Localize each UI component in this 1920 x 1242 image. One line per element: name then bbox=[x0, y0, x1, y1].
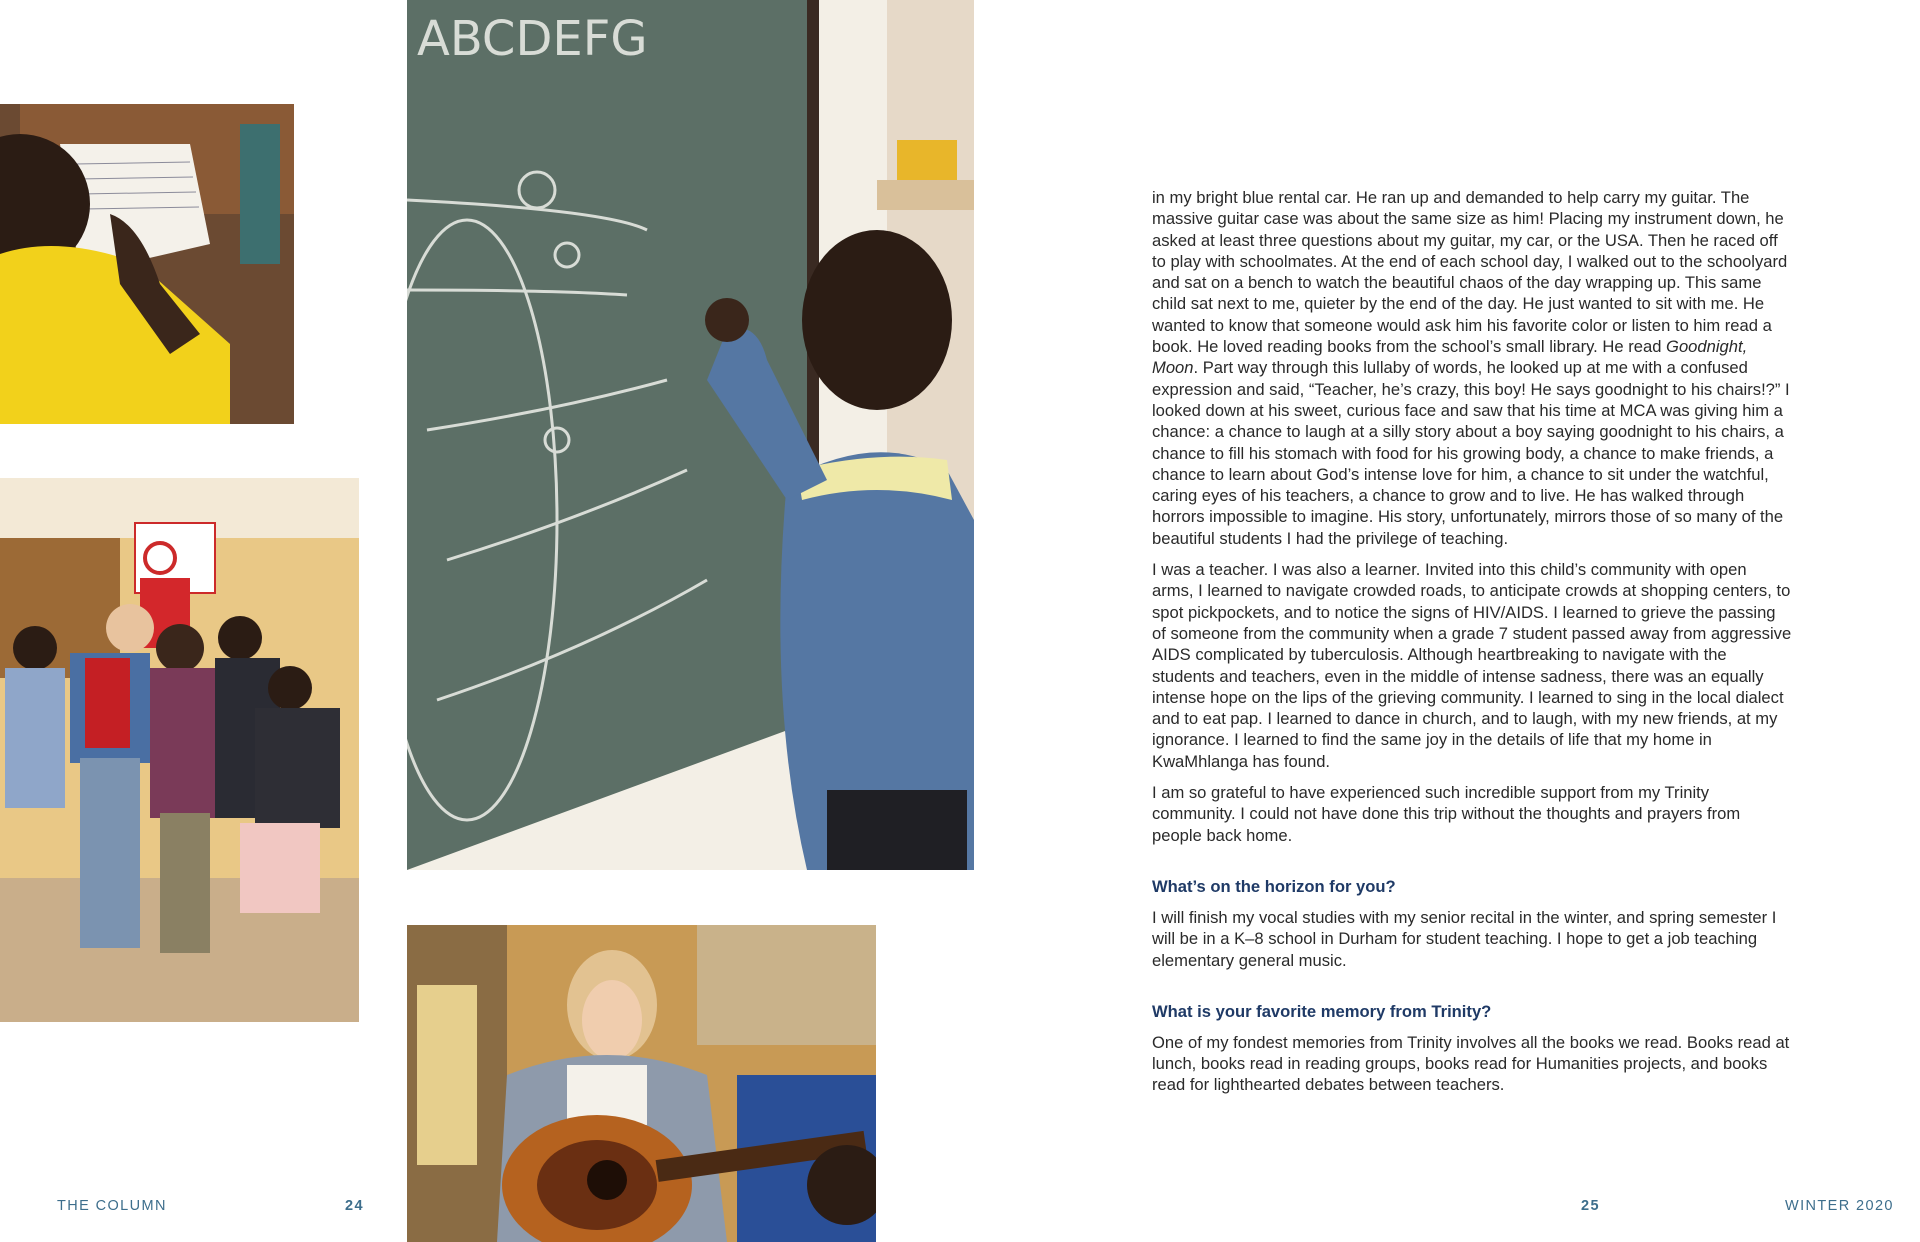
chalkboard-letters: ABCDEFG bbox=[417, 11, 648, 67]
article-paragraph-2: I was a teacher. I was also a learner. Invited into this child’s community with open arms, I learned to navigate crowded roads, to anticipate crowds at shopping centers, to spot pickpockets, and to notice the signs of HIV/AIDS. I learned to grieve the passing of someone from the community when a grade 7 student passed away from aggressive AIDS complicated by tuberculosis. Although heartbreaking to navigate with the students and teachers, even in the middle of intense sadness, there was an equally intense hope on the lips of the grieving community. I learned to sing in the local dialect and to eat pap. I learned to dance in church, and to laugh, with my new friends, at my ignorance. I learned to find the same joy in the details of life that my home in KwaMhlanga has found. bbox=[1152, 560, 1792, 771]
footer-issue: WINTER 2020 bbox=[1785, 1198, 1894, 1214]
photo-chalkboard-girl bbox=[407, 0, 974, 870]
photo-guitar-teacher bbox=[407, 925, 876, 1242]
book-title: Goodnight, Moon bbox=[1152, 337, 1748, 378]
answer-memory: One of my fondest memories from Trinity involves all the books we read. Books read at lunch, books read in reading groups, books read for Humanities projects, and books read for lighthearted debates between teachers. bbox=[1152, 1032, 1790, 1095]
question-heading-memory: What is your favorite memory from Trinity? bbox=[1152, 1001, 1492, 1021]
photo-child-writing bbox=[0, 104, 294, 424]
footer-publication-title: THE COLUMN bbox=[57, 1198, 167, 1214]
article-paragraph-3: I am so grateful to have experienced such incredible support from my Trinity community. I could not have done this trip without the thoughts and prayers from people back home. bbox=[1152, 783, 1741, 845]
answer-horizon: I will finish my vocal studies with my senior recital in the winter, and spring semester I will be in a K–8 school in Durham for student teaching. I hope to get a job teaching elementary general music. bbox=[1152, 907, 1777, 970]
article-paragraph-1: in my bright blue rental car. He ran up and demanded to help carry my guitar. The massive guitar case was about the same size as him! Placing my instrument down, he asked at least three questions about my guitar, my car, or the USA. Then he raced off to play with schoolmates. At the end of each school day, I walked out to the schoolyard and sat on a bench to watch the beautiful chaos of the day wrapping up. This same child sat next to me, quieter by the end of the day. He just wanted to sit with me. He wanted to know that someone would ask him his favorite color or listen to him read a book. He loved reading books from the school’s small library. He read Goodnight, Moon. Part way through this lullaby of words, he looked up at me with a confused expression and said, “Teacher, he’s crazy, this boy! He says goodnight to his chairs!?” I looked down at his sweet, curious face and saw that his time at MCA was giving him a chance: a chance to laugh at a silly story about a boy saying goodnight to his chairs, a chance to fill his stomach with food for his growing body, a chance to make friends, a chance to learn about God’s intense love for him, a chance to sit under the watchful, caring eyes of his teachers, a chance to grow and to live. He has walked through horrors impossible to imagine. His story, unfortunately, mirrors those of so many of the beautiful students I had the privilege of teaching. bbox=[1152, 188, 1790, 548]
question-heading-horizon: What’s on the horizon for you? bbox=[1152, 876, 1396, 896]
photo-group-students bbox=[0, 478, 359, 1022]
page-number-left: 24 bbox=[345, 1198, 364, 1214]
page-number-right: 25 bbox=[1581, 1198, 1600, 1214]
article-body bbox=[1152, 187, 1792, 1106]
